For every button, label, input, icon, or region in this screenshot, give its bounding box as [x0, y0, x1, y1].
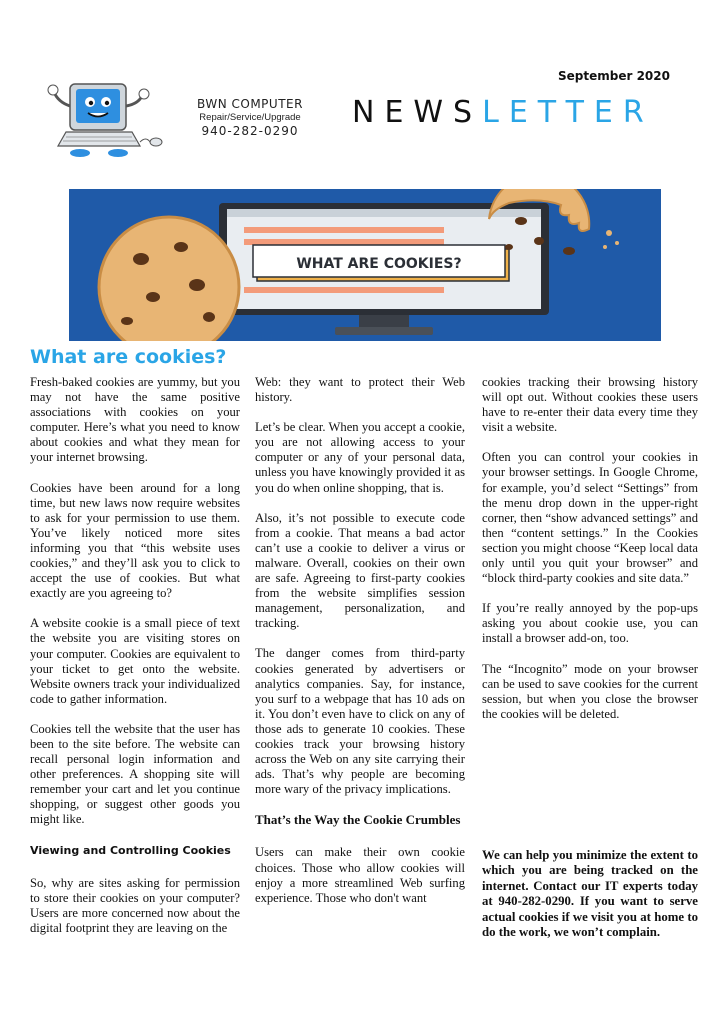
masthead-news: NEWS	[352, 95, 483, 130]
col1-paragraph-3: A website cookie is a small piece of text the website you are visiting stores on your computer. Cookies are equivalent to your ticket to get onto the website. Website owners track your individualized code to gather information.	[30, 616, 240, 706]
col2-paragraph-1: Web: they want to protect their Web history.	[255, 375, 465, 405]
col1-paragraph-2: Cookies have been around for a long time, but new laws now require websites to ask for your permission to use them. You’ve likely noticed more sites informing you that “this website uses cookies,” and they’ll ask you to click to accept the use of cookies. But what exactly are you agreeing to?	[30, 480, 240, 601]
column-1	[30, 375, 240, 951]
col2-paragraph-5: Users can make their own cookie choices. Those who allow cookies will enjoy a more streamlined Web surfing experience. Those who don't want	[255, 845, 465, 905]
col3-paragraph-3: If you’re really annoyed by the pop-ups asking you about cookie use, you can install a browser add-on, too.	[482, 601, 698, 646]
company-tagline: Repair/Service/Upgrade	[199, 112, 301, 123]
masthead-letter: LETTER	[482, 95, 654, 130]
col3-paragraph-2: Often you can control your cookies in your browser settings. In Google Chrome, for example, you’d select “Settings” from the menu drop down in the upper-right corner, then “show advanced settings” and then “content settings.” In the Cookies section you might choose “Keep local data only until you quit your browser” and “block third-party cookies and site data.”	[482, 450, 698, 586]
cookies-banner-image	[69, 189, 661, 341]
subheading-viewing-controlling: Viewing and Controlling Cookies	[30, 843, 231, 857]
col1-paragraph-5: So, why are sites asking for permission to store their cookies on your computer? Users are more concerned now about the digital footprint they are leaving on the	[30, 875, 240, 935]
logo-text	[170, 97, 330, 138]
company-phone: 940-282-0290	[201, 124, 299, 138]
col2-paragraph-4: The danger comes from third-party cookies generated by advertisers or analytics companies. Say, for instance, you surf to a webpage that has 10 ads on it. You don’t even have to click on any of those ads to generate 10 cookies. These cookies track your browsing history across the Web on any site carrying their ads. That’s why people are becoming more wary of the privacy implications.	[255, 646, 465, 797]
banner-screen-text: WHAT ARE COOKIES?	[296, 256, 462, 272]
col1-paragraph-1: Fresh-baked cookies are yummy, but you may not have the same positive associations with cookies on your computer. Here’s what you need to know about cookies and what they mean for your internet browsing.	[30, 375, 240, 465]
col2-paragraph-3: Also, it’s not possible to execute code from a cookie. That means a bad actor can’t use a cookie to deliver a virus or malware. Overall, cookies on their own are safe. Agreeing to first-party cookies from the website simplifies session management, personalization, and tracking.	[255, 510, 465, 631]
col2-paragraph-2: Let’s be clear. When you accept a cookie, you are not allowing access to your computer or any of your personal data, unless you have knowingly provided it as you do when online shopping, that is.	[255, 420, 465, 495]
closing-call-to-action: We can help you minimize the extent to which you are being tracked on the internet. Contact our IT experts today at 940-282-0290. If you want to serve actual cookies if we visit you at home to do the work, we won’t complain.	[482, 848, 698, 940]
masthead	[352, 95, 654, 130]
subheading-cookie-crumbles: That’s the Way the Cookie Crumbles	[255, 812, 461, 828]
newsletter-date: September 2020	[558, 69, 670, 83]
col1-paragraph-4: Cookies tell the website that the user has been to the site before. The website can recall personal login information and other preferences. A shopping site will remember your cart and let you continue shopping, or suggest other goods you might like.	[30, 721, 240, 827]
col3-paragraph-4: The “Incognito” mode on your browser can be used to save cookies for the current session, but when you close the browser the cookies will be deleted.	[482, 661, 698, 721]
article-title: What are cookies?	[30, 346, 227, 368]
column-3	[482, 375, 698, 737]
company-name: BWN COMPUTER	[197, 97, 303, 111]
column-2	[255, 375, 465, 921]
col3-paragraph-1: cookies tracking their browsing history will opt out. Without cookies these users have to re-enter their data every time they visit a website.	[482, 375, 698, 435]
